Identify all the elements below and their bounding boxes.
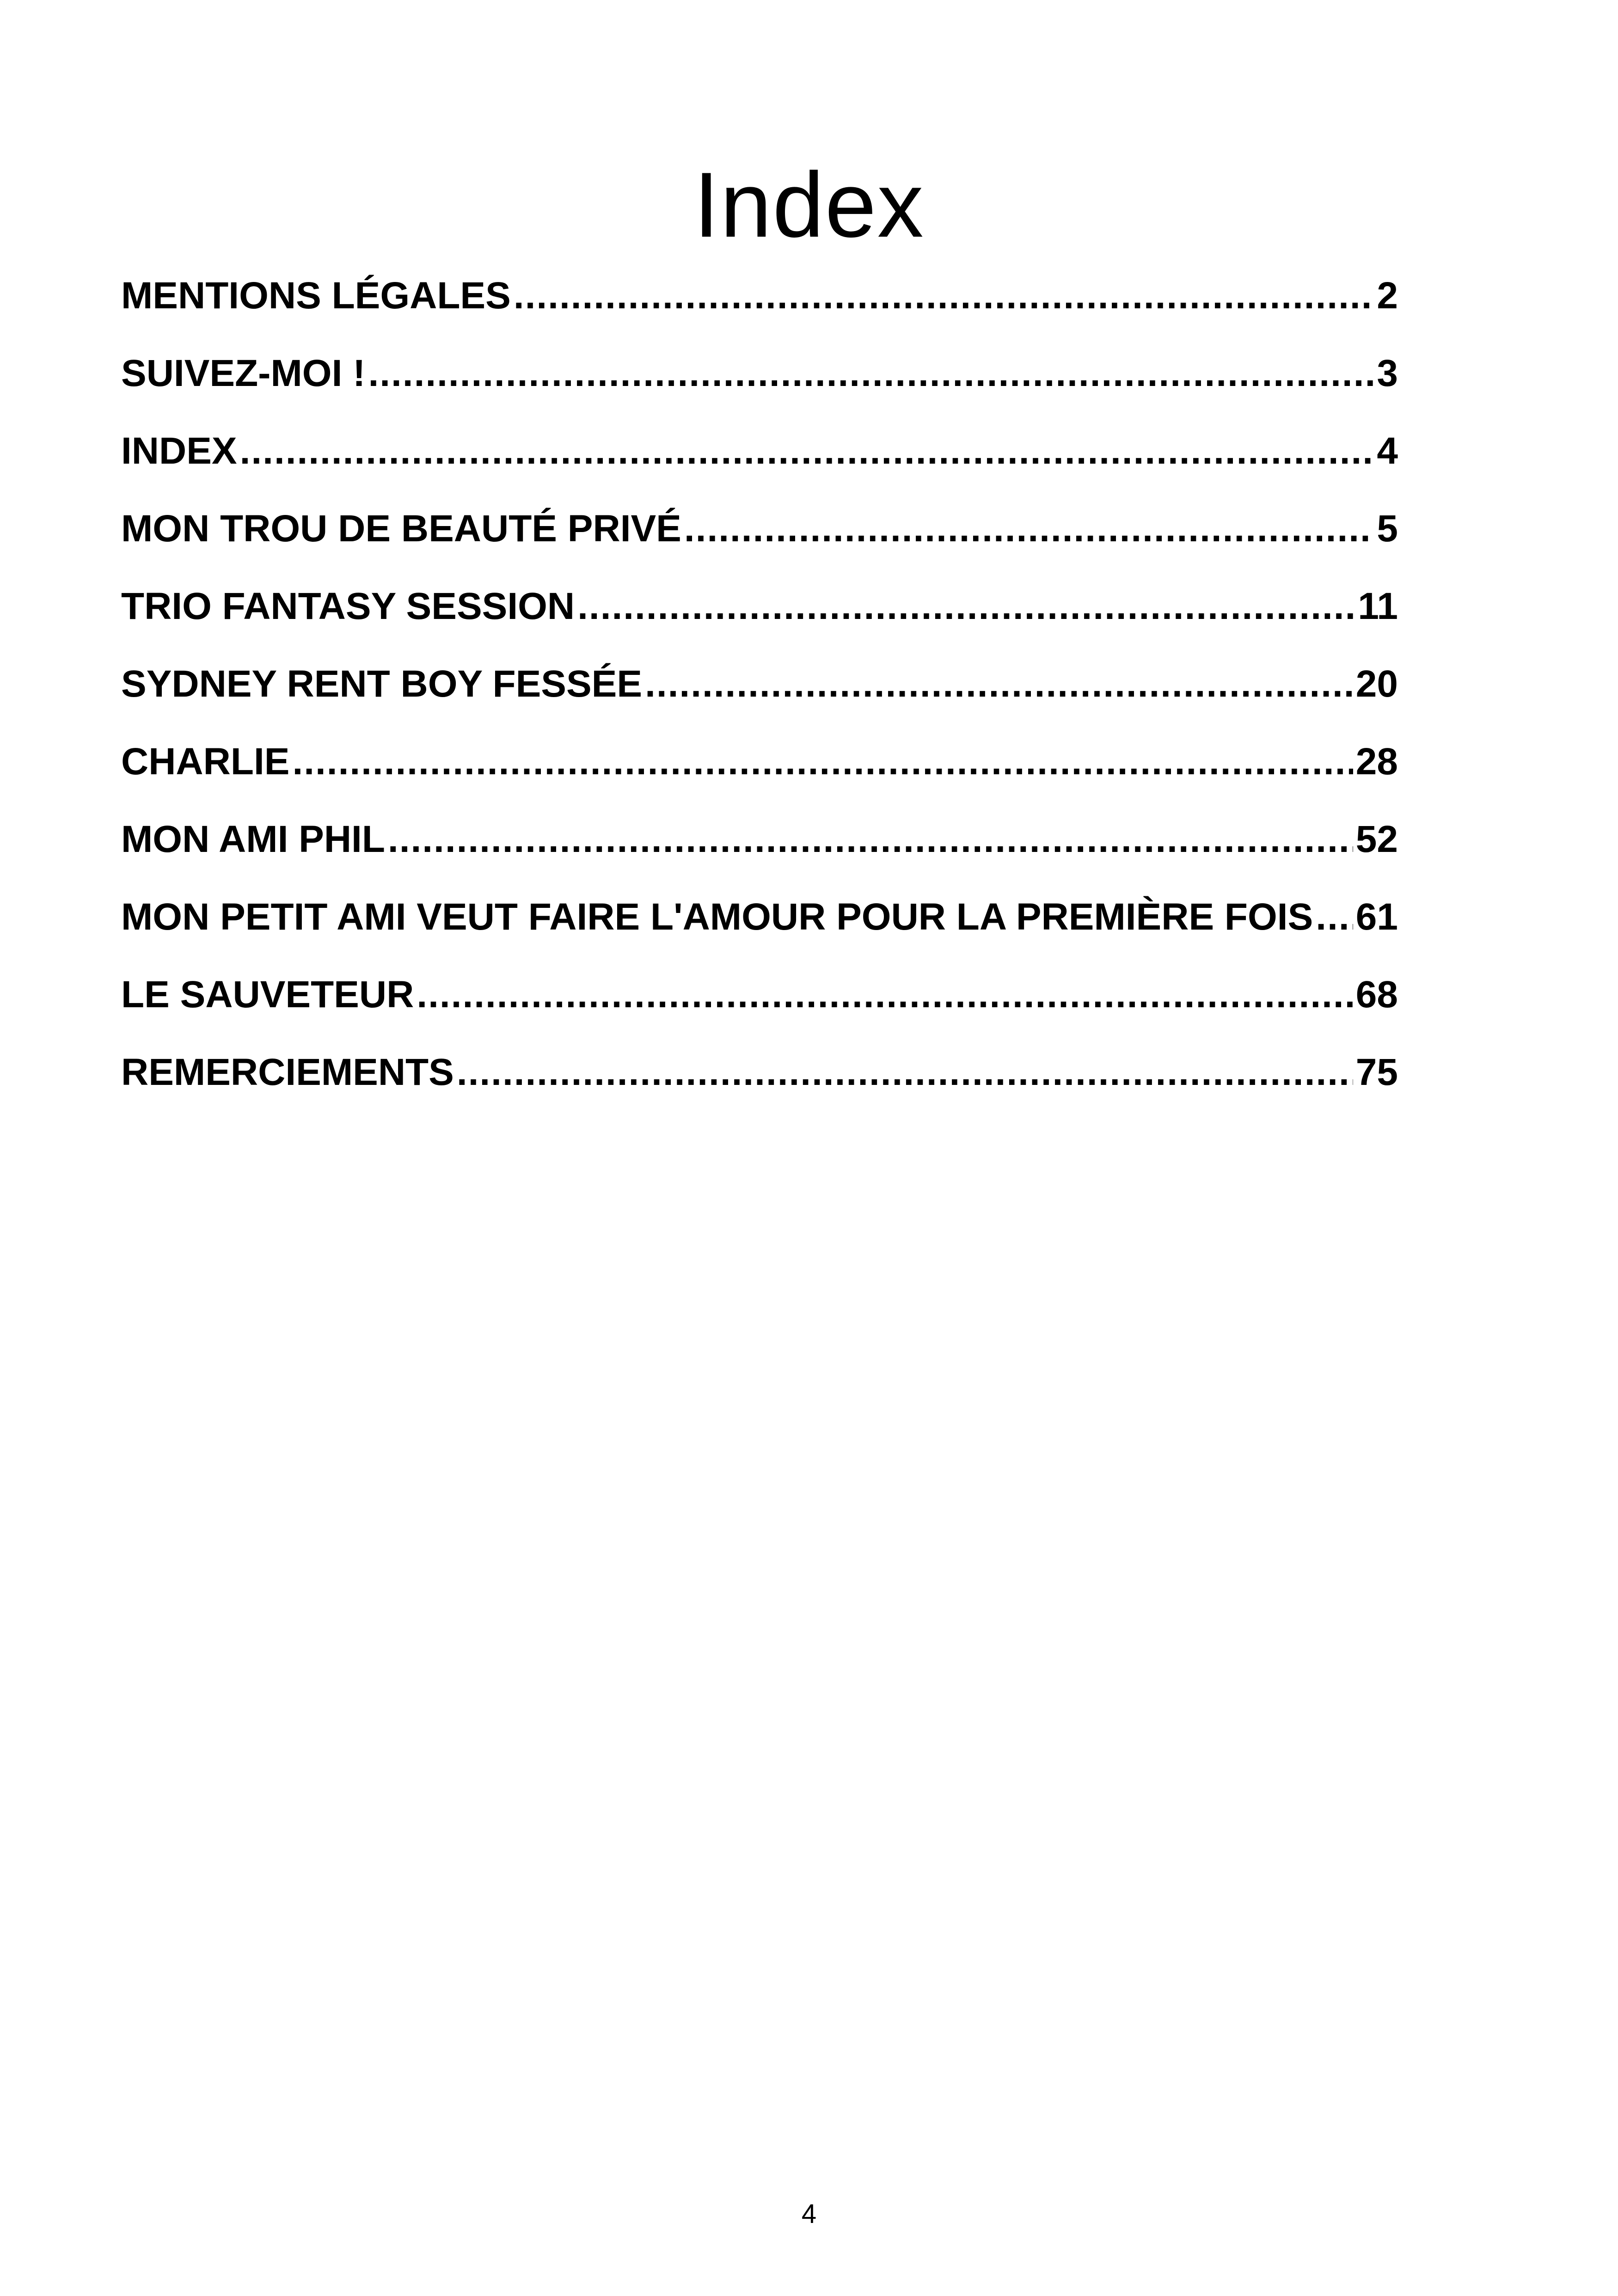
toc-entry-label: MON TROU DE BEAUTÉ PRIVÉ: [121, 508, 681, 550]
page-title: Index: [693, 153, 925, 257]
toc-entry-page: 11: [1358, 585, 1398, 627]
toc-entry-sydney-rent-boy-fessee[interactable]: [121, 652, 1398, 729]
toc-dot-leader: [1316, 885, 1353, 949]
toc-entry-page: 28: [1355, 741, 1398, 783]
toc-entry-page: 75: [1355, 1051, 1398, 1093]
toc-entry-label: TRIO FANTASY SESSION: [121, 585, 575, 627]
toc-entry-page: 3: [1377, 352, 1398, 394]
toc-entry-mon-petit-ami[interactable]: [121, 885, 1398, 962]
toc-entry-le-sauveteur[interactable]: [121, 962, 1398, 1040]
toc-dot-leader: [417, 962, 1353, 1027]
toc-entry-page: 68: [1355, 974, 1398, 1016]
toc-entry-label: CHARLIE: [121, 741, 290, 783]
toc-entry-label: SYDNEY RENT BOY FESSÉE: [121, 663, 643, 705]
toc-entry-label: MENTIONS LÉGALES: [121, 275, 511, 317]
toc-entry-trio-fantasy-session[interactable]: [121, 574, 1398, 652]
toc-entry-suivez-moi[interactable]: [121, 341, 1398, 419]
toc-entry-label: SUIVEZ-MOI !: [121, 352, 366, 394]
toc-entry-label: INDEX: [121, 430, 237, 472]
toc-dot-leader: [684, 496, 1374, 561]
toc-entry-page: 5: [1377, 508, 1398, 550]
toc-dot-leader: [292, 729, 1353, 794]
toc-entry-mon-ami-phil[interactable]: [121, 807, 1398, 885]
toc-entry-page: 2: [1377, 275, 1398, 317]
toc-entry-page: 52: [1355, 818, 1398, 860]
toc-dot-leader: [388, 807, 1353, 872]
toc-dot-leader: [577, 574, 1355, 639]
toc-dot-leader: [645, 652, 1353, 716]
toc-dot-leader: [514, 263, 1374, 328]
toc-entry-label: REMERCIEMENTS: [121, 1051, 454, 1093]
toc-entry-charlie[interactable]: [121, 729, 1398, 807]
toc-entry-page: 61: [1355, 896, 1398, 938]
toc-dot-leader: [240, 419, 1374, 484]
toc-entry-label: LE SAUVETEUR: [121, 974, 414, 1016]
toc-entry-page: 20: [1355, 663, 1398, 705]
toc-entry-remerciements[interactable]: [121, 1040, 1398, 1118]
toc-entry-label: MON AMI PHIL: [121, 818, 385, 860]
toc-entry-label: MON PETIT AMI VEUT FAIRE L'AMOUR POUR LA PREMIÈRE FOIS: [121, 896, 1313, 938]
page-number: 4: [801, 2199, 817, 2229]
toc-dot-leader: [457, 1040, 1353, 1105]
toc-entry-page: 4: [1377, 430, 1398, 472]
toc-entry-mon-trou-de-beaute-prive[interactable]: [121, 496, 1398, 574]
toc-entry-mentions-legales[interactable]: [121, 263, 1398, 341]
table-of-contents: [121, 263, 1398, 1118]
toc-dot-leader: [368, 341, 1374, 406]
toc-entry-index[interactable]: [121, 419, 1398, 496]
